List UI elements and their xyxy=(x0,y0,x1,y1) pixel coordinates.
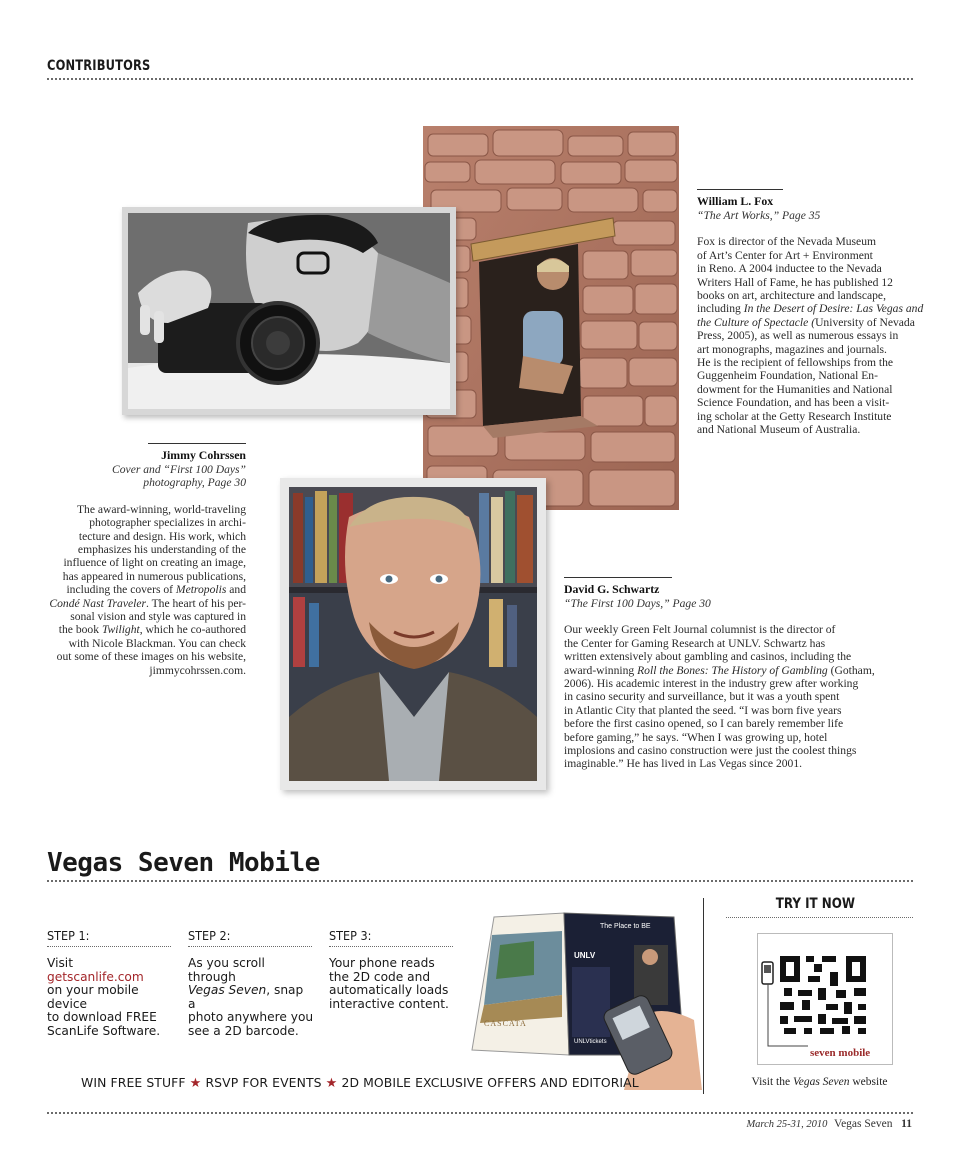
qr-logo: seven mobile xyxy=(810,1047,871,1059)
step-divider xyxy=(329,946,453,947)
contributor-ref-2: photography, Page 30 xyxy=(143,476,246,490)
contributor-ref: “The Art Works,” Page 35 xyxy=(697,209,821,222)
photo-david-schwartz xyxy=(280,478,546,790)
footer-divider xyxy=(47,1112,913,1114)
portrait-illustration xyxy=(289,487,537,781)
promo-rsvp: RSVP FOR EVENTS xyxy=(205,1075,322,1090)
contributor-bio: Our weekly Green Felt Journal columnist is the director of the Center for Gaming Research at UNLV. Schwartz has written extensively about gambling and casinos, including the award-winning Roll the Bones: The History of Gambling (Gotham, 2006). His academic interest in the industry grew after working in casino security and surveillance, but it was a youth spent in Atlantic City that planted the seed. “I was born five years before the first casino opened, so I can barely remember life before gaming,” he says. “When I was growing up, hotel implosions and casino construction were just the coolest things imaginable.” He has lived in Las Vegas since 2001. xyxy=(564,623,875,771)
promo-win: WIN FREE STUFF xyxy=(81,1075,186,1090)
step-1 xyxy=(47,928,173,1039)
try-it-now-label: TRY IT NOW xyxy=(775,896,855,912)
contributor-bio: The award-winning, world-traveling photographer specializes in archi- tecture and design. His work, which emphasizes his understanding of the influence of light on creating an image, has appeared in numerous publications, including the covers of Metropolis and Condé Nast Traveler. The heart of his per- sonal vision and style was captured in the book Twilight, which he co-authored with Nicole Blackman. You can check out some of these images on his website, jimmycohrssen.com. xyxy=(49,502,246,677)
contributor-fox xyxy=(697,194,927,437)
qr-caption: Visit the Vegas Seven website xyxy=(751,1076,888,1088)
footer-publication: Vegas Seven xyxy=(834,1118,893,1130)
step-text: Visit getscanlife.com on your mobile device to download FREE ScanLife Software. xyxy=(47,956,161,1038)
photographer-illustration xyxy=(128,213,450,409)
step-text: Your phone reads the 2D code and automatically loads interactive content. xyxy=(329,956,449,1011)
section-title: CONTRIBUTORS xyxy=(47,58,151,74)
star-icon: ★ xyxy=(325,1076,338,1091)
mag-unlv: UNLV xyxy=(574,951,596,960)
mag-tickets: UNLVtickets xyxy=(574,1039,607,1045)
qr-code[interactable] xyxy=(757,933,893,1065)
scanlife-link[interactable]: getscanlife.com xyxy=(47,969,144,984)
mag-right-text: The Place to BE xyxy=(600,923,651,930)
contributor-name: Jimmy Cohrssen xyxy=(161,448,246,462)
photo-jimmy-cohrssen xyxy=(122,207,456,415)
mobile-divider xyxy=(47,880,913,882)
rock-window-illustration xyxy=(423,126,679,510)
magazine-phone-illustration xyxy=(464,905,704,1095)
step-label: STEP 1: xyxy=(47,928,90,943)
step-label: STEP 2: xyxy=(188,928,231,943)
mobile-vertical-divider xyxy=(703,898,704,1094)
try-divider xyxy=(726,917,913,918)
promo-offers: 2D MOBILE EXCLUSIVE OFFERS AND EDITORIAL xyxy=(341,1075,639,1090)
contributor-name: William L. Fox xyxy=(697,194,774,208)
footer-date: March 25-31, 2010 xyxy=(746,1119,828,1130)
mobile-section-title: Vegas Seven Mobile xyxy=(47,848,320,878)
contributor-ref: Cover and “First 100 Days” xyxy=(112,463,246,476)
step-2 xyxy=(188,928,314,1039)
star-icon: ★ xyxy=(189,1076,202,1091)
mag-left-text: CASCATA xyxy=(484,1019,527,1028)
page-footer xyxy=(746,1118,912,1130)
contributor-schwartz xyxy=(564,582,904,771)
schwartz-rule xyxy=(564,577,672,578)
contributor-cohrssen xyxy=(30,448,246,677)
fox-rule xyxy=(697,189,783,190)
contributor-bio: Fox is director of the Nevada Museum of Art’s Center for Art + Environment in Reno. A 2004 inductee to the Nevada Writers Hall of Fame, he has published 12 books on art, architecture and landscape, including In the Desert of Desire: Las Vegas and the Culture of Spectacle (University of Nevada Press, 2005), as well as numerous essays in art monographs, magazines and journals. He is the recipient of fellowships from the Guggenheim Foundation, National En- dowment for the Humanities and National Science Foundation, and has been a visit- ing scholar at the Getty Research Institute and National Museum of Australia. xyxy=(697,235,924,437)
step-3 xyxy=(329,928,455,1011)
step-label: STEP 3: xyxy=(329,928,372,943)
step-divider xyxy=(47,946,171,947)
step-divider xyxy=(188,946,312,947)
promo-line xyxy=(81,1075,639,1091)
page-number: 11 xyxy=(901,1118,912,1130)
contributor-name: David G. Schwartz xyxy=(564,582,660,596)
step-text: As you scroll through Vegas Seven, snap a photo anywhere you see a 2D barcode. xyxy=(188,956,314,1038)
photo-william-fox xyxy=(423,126,679,510)
contributor-ref: “The First 100 Days,” Page 30 xyxy=(564,597,711,610)
header-divider xyxy=(47,78,913,80)
cohrssen-rule xyxy=(148,443,246,444)
barcode-icon xyxy=(758,934,892,1064)
